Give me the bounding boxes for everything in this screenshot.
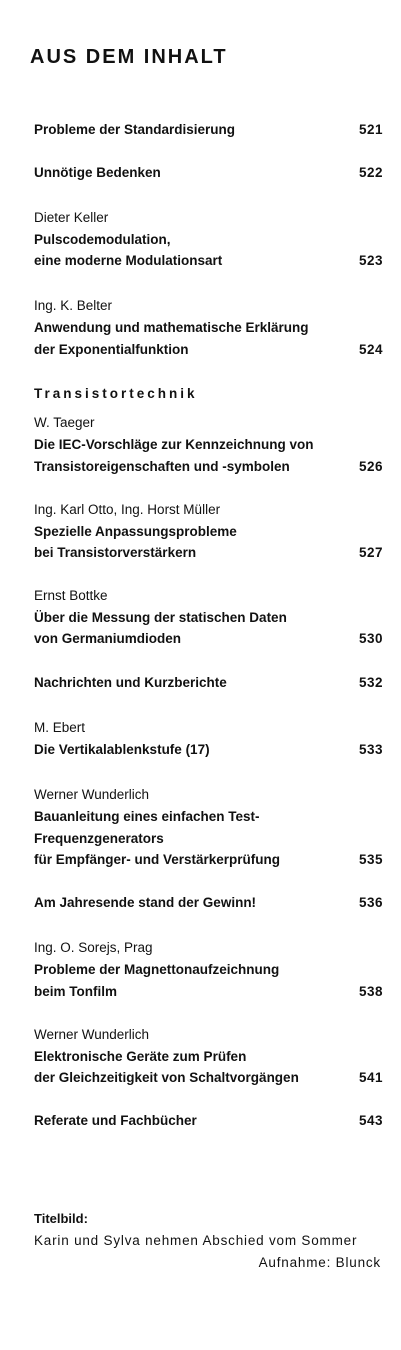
entry-author: Werner Wunderlich [34, 1027, 150, 1042]
page-number: 535 [358, 852, 383, 867]
entry-title: Am Jahresende stand der Gewinn! [34, 895, 257, 910]
entry-title: Elektronische Geräte zum Prüfen [34, 1049, 247, 1064]
section-heading: Transistortechnik [34, 386, 198, 401]
entry-author: W. Taeger [34, 415, 95, 430]
entry-author: Dieter Keller [34, 210, 109, 225]
page-number: 521 [358, 122, 383, 137]
page-number: 532 [358, 675, 383, 690]
entry-author: Ernst Bottke [34, 588, 108, 603]
photo-credit: Aufnahme: Blunck [258, 1255, 381, 1270]
entry-author: Ing. K. Belter [34, 298, 113, 313]
entry-title: Unnötige Bedenken [34, 165, 161, 180]
entry-title: Pulscodemodulation, [34, 232, 171, 247]
entry-title: Die IEC-Vorschläge zur Kennzeichnung von [34, 437, 314, 452]
page-number: 543 [358, 1113, 383, 1128]
entry-title: Transistoreigenschaften und -symbolen [34, 459, 290, 474]
entry-title: Frequenzgenerators [34, 831, 164, 846]
page-number: 523 [358, 253, 383, 268]
entry-title: Bauanleitung eines einfachen Test- [34, 809, 260, 824]
entry-title: eine moderne Modulationsart [34, 253, 223, 268]
entry-title: der Exponentialfunktion [34, 342, 189, 357]
contents-heading: AUS DEM INHALT [30, 46, 228, 68]
cover-caption: Karin und Sylva nehmen Abschied vom Sommer [34, 1233, 358, 1248]
entry-title: Nachrichten und Kurzberichte [34, 675, 227, 690]
entry-title: Über die Messung der statischen Daten [34, 610, 287, 625]
entry-title: bei Transistorverstärkern [34, 545, 197, 560]
entry-title: von Germaniumdioden [34, 631, 182, 646]
entry-title: Probleme der Standardisierung [34, 122, 236, 137]
entry-author: Ing. Karl Otto, Ing. Horst Müller [34, 502, 221, 517]
entry-title: der Gleichzeitigkeit von Schaltvorgängen [34, 1070, 299, 1085]
entry-title: für Empfänger- und Verstärkerprüfung [34, 852, 281, 867]
page-number: 533 [358, 742, 383, 757]
page-number: 530 [358, 631, 383, 646]
page-number: 538 [358, 984, 383, 999]
cover-label: Titelbild: [34, 1211, 88, 1226]
entry-title: Die Vertikalablenkstufe (17) [34, 742, 210, 757]
entry-title: Spezielle Anpassungsprobleme [34, 524, 237, 539]
page-number: 522 [358, 165, 383, 180]
page-number: 541 [358, 1070, 383, 1085]
entry-title: Referate und Fachbücher [34, 1113, 197, 1128]
entry-author: Ing. O. Sorejs, Prag [34, 940, 153, 955]
entry-author: Werner Wunderlich [34, 787, 150, 802]
entry-author: M. Ebert [34, 720, 86, 735]
entry-title: Probleme der Magnettonaufzeichnung [34, 962, 280, 977]
entry-title: beim Tonfilm [34, 984, 117, 999]
page-number: 527 [358, 545, 383, 560]
page-number: 536 [358, 895, 383, 910]
page-number: 526 [358, 459, 383, 474]
page-number: 524 [358, 342, 383, 357]
entry-title: Anwendung und mathematische Erklärung [34, 320, 309, 335]
